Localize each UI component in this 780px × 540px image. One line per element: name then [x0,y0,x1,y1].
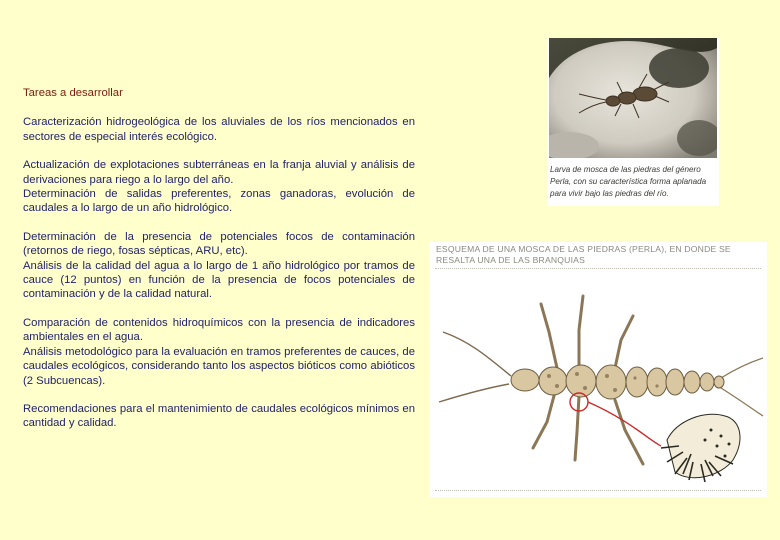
stonefly-diagram-card [429,242,767,497]
section-heading: Tareas a desarrollar [23,87,123,99]
paragraph-line: Determinación de la presencia de potenciales focos de contaminación (retornos de riego, fosas sépticas, ARU, etc). [23,230,415,258]
larva-photo [549,38,717,158]
paragraph-2 [23,158,415,216]
paragraph-5 [23,402,415,431]
paragraph-line: Comparación de contenidos hidroquímicos con la presencia de indicadores ambientales en el agua. [23,316,415,344]
paragraph-3 [23,230,415,302]
larva-photo-card [547,38,719,206]
top-divider [435,268,761,269]
paragraph-line: Actualización de explotaciones subterráneas en la franja aluvial y análisis de derivaciones para riego a lo largo del año. [23,159,415,186]
paragraph-line: Determinación de salidas preferentes, zonas ganadoras, evolución de caudales a lo largo de un año hidrológico. [23,188,415,215]
diagram-title: ESQUEMA DE UNA MOSCA DE LAS PIEDRAS (PERLA), EN DONDE SE RESALTA UNA DE LAS BRANQUIAS [436,244,731,265]
paragraph-line: Caracterización hidrogeológica de los aluviales de los ríos mencionados en sectores de especial interés ecológico. [23,116,415,143]
paragraph-line: Análisis de la calidad del agua a lo largo de 1 año hidrológico por tramos de cauce (12 puntos) en función de la presencia de focos potenciales de contaminación y de la calidad natural. [23,259,415,301]
stonefly-diagram [429,270,767,497]
gill-detail [661,414,740,482]
paragraph-1 [23,115,415,144]
cerci [721,358,763,416]
antennae [439,332,511,402]
paragraph-line: Análisis metodológico para la evaluación en tramos preferentes de cauces, de caudales ecológicos, considerando tanto los aspectos bióticos como abióticos (2 Subcuencas). [23,345,415,387]
text-column [23,86,415,445]
bottom-divider [435,490,761,491]
photo-caption: Larva de mosca de las piedras del género Perla, con su característica forma aplanada para vivir bajo las piedras del río. [550,165,707,198]
paragraph-4 [23,316,415,388]
paragraph-line: Recomendaciones para el mantenimiento de caudales ecológicos mínimos en cantidad y calidad. [23,402,415,430]
larva-body [511,365,724,399]
